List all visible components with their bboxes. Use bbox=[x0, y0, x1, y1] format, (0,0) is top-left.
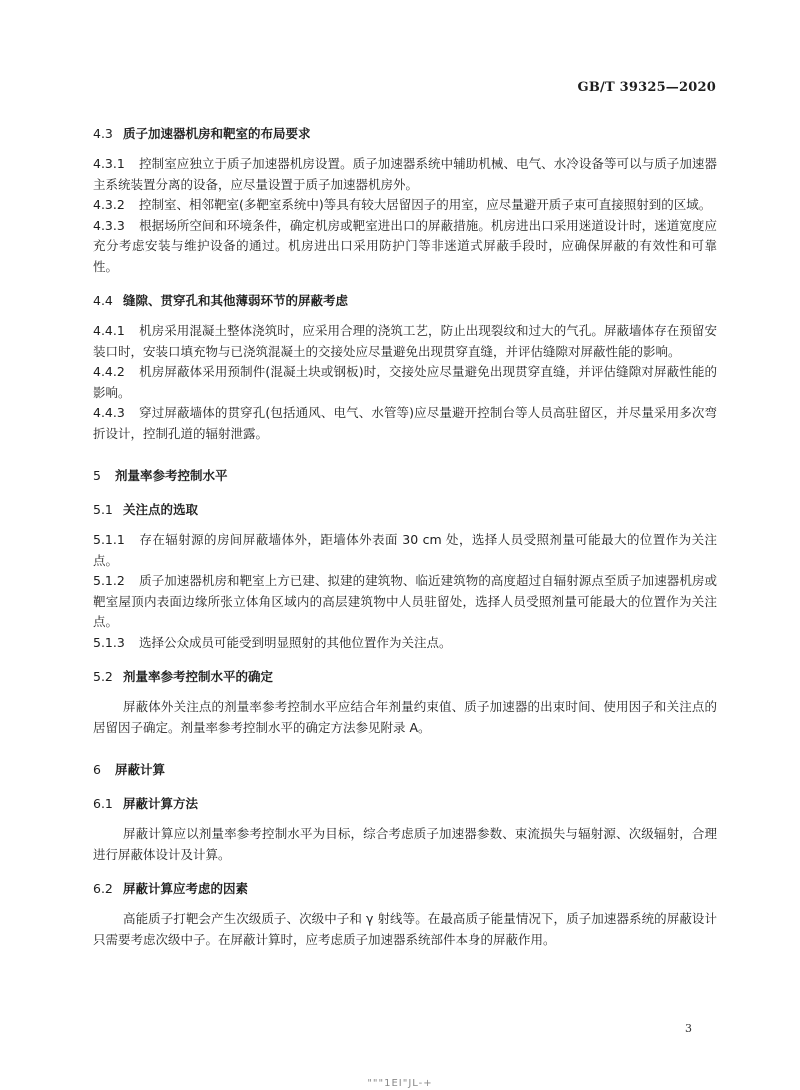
heading-text: 缝隙、贯穿孔和其他薄弱环节的屏蔽考虑 bbox=[123, 293, 349, 308]
section-heading-6-2 bbox=[93, 879, 717, 899]
clause-text: 选择公众成员可能受到明显照射的其他位置作为关注点。 bbox=[139, 634, 452, 650]
clause-number: 4.4.3 bbox=[93, 405, 125, 420]
heading-number: 5 bbox=[93, 468, 101, 483]
clause-text: 根据场所空间和环境条件，确定机房或靶室进出口的屏蔽措施。机房进出口采用迷道设计时，迷道宽度应充分考虑安装与维护设备的通过。机房进出口采用防护门等非迷道式屏蔽手段时，应确保屏蔽的有效性和可靠性。 bbox=[93, 217, 717, 274]
clause-number: 5.1.1 bbox=[93, 532, 125, 547]
heading-number: 4.3 bbox=[93, 126, 113, 141]
heading-number: 6.1 bbox=[93, 796, 113, 811]
footer-watermark: """1EI"JL-+ bbox=[367, 1078, 433, 1089]
clause-text: 控制室应独立于质子加速器机房设置。质子加速器系统中辅助机械、电气、水冷设备等可以与质子加速器主系统装置分离的设备，应尽量设置于质子加速器机房外。 bbox=[93, 156, 717, 192]
heading-text: 剂量率参考控制水平的确定 bbox=[123, 669, 274, 684]
heading-number: 6.2 bbox=[93, 881, 113, 896]
standard-number: GB/T 39325—2020 bbox=[577, 80, 716, 95]
clause-4-4-3 bbox=[93, 403, 717, 444]
clause-number: 4.3.2 bbox=[93, 197, 125, 212]
heading-number: 5.1 bbox=[93, 502, 113, 517]
heading-text: 屏蔽计算应考虑的因素 bbox=[123, 881, 249, 896]
clause-text: 机房屏蔽体采用预制件(混凝土块或钢板)时，交接处应尽量避免出现贯穿直缝，并评估缝隙对屏蔽性能的影响。 bbox=[93, 364, 717, 400]
clause-text: 机房采用混凝土整体浇筑时，应采用合理的浇筑工艺，防止出现裂纹和过大的气孔。屏蔽墙体存在预留安装口时，安装口填充物与已浇筑混凝土的交接处应尽量避免出现贯穿直缝，并评估缝隙对屏蔽性能的影响。 bbox=[93, 323, 717, 359]
heading-text: 关注点的选取 bbox=[123, 502, 199, 517]
heading-text: 屏蔽计算方法 bbox=[123, 796, 199, 811]
chapter-heading-5 bbox=[93, 466, 717, 486]
clause-text: 质子加速器机房和靶室上方已建、拟建的建筑物、临近建筑物的高度超过自辐射源点至质子加速器机房或靶室屋顶内表面边缘所张立体角区域内的高层建筑物中人员驻留处，选择人员受照剂量可能最大的位置作为关注点。 bbox=[93, 573, 717, 629]
section-heading-5-2 bbox=[93, 667, 717, 687]
clause-4-3-1 bbox=[93, 154, 717, 195]
clause-text: 穿过屏蔽墙体的贯穿孔(包括通风、电气、水管等)应尽量避开控制台等人员高驻留区，并尽量采用多次弯折设计，控制孔道的辐射泄露。 bbox=[93, 405, 717, 441]
clause-number: 5.1.2 bbox=[93, 573, 125, 588]
section-heading-5-1 bbox=[93, 500, 717, 520]
heading-text: 剂量率参考控制水平 bbox=[115, 468, 228, 483]
clause-4-3-3 bbox=[93, 216, 717, 278]
paragraph-6-2: 高能质子打靶会产生次级质子、次级中子和 γ 射线等。在最高质子能量情况下，质子加速器系统的屏蔽设计只需要考虑次级中子。在屏蔽计算时，应考虑质子加速器系统部件本身的屏蔽作用。 bbox=[93, 911, 717, 947]
heading-number: 5.2 bbox=[93, 669, 113, 684]
clause-number: 5.1.3 bbox=[93, 634, 125, 650]
clause-4-4-2 bbox=[93, 362, 717, 403]
heading-text: 质子加速器机房和靶室的布局要求 bbox=[123, 126, 311, 141]
section-heading-4-3 bbox=[93, 124, 717, 144]
page-content bbox=[93, 124, 717, 950]
heading-text: 屏蔽计算 bbox=[115, 762, 166, 777]
clause-number: 4.3.1 bbox=[93, 156, 125, 171]
clause-number: 4.4.2 bbox=[93, 364, 125, 379]
clause-text: 存在辐射源的房间屏蔽墙体外，距墙体外表面 30 cm 处，选择人员受照剂量可能最大的位置作为关注点。 bbox=[93, 532, 717, 568]
clause-number: 4.4.1 bbox=[93, 323, 125, 338]
clause-text: 控制室、相邻靶室(多靶室系统中)等具有较大居留因子的用室，应尽量避开质子束可直接照射到的区域。 bbox=[139, 197, 712, 212]
clause-4-3-2 bbox=[93, 195, 717, 216]
section-heading-6-1 bbox=[93, 794, 717, 814]
heading-number: 4.4 bbox=[93, 293, 113, 308]
chapter-heading-6 bbox=[93, 760, 717, 780]
clause-number: 4.3.3 bbox=[93, 217, 125, 233]
section-heading-4-4 bbox=[93, 291, 717, 311]
clause-5-1-2 bbox=[93, 571, 717, 633]
heading-number: 6 bbox=[93, 762, 101, 777]
clause-5-1-1 bbox=[93, 530, 717, 571]
paragraph-5-2: 屏蔽体外关注点的剂量率参考控制水平应结合年剂量约束值、质子加速器的出束时间、使用因子和关注点的居留因子确定。剂量率参考控制水平的确定方法参见附录 A。 bbox=[93, 699, 717, 735]
clause-4-4-1 bbox=[93, 321, 717, 362]
paragraph-6-1: 屏蔽计算应以剂量率参考控制水平为目标，综合考虑质子加速器参数、束流损失与辐射源、次级辐射，合理进行屏蔽体设计及计算。 bbox=[93, 826, 717, 862]
clause-5-1-3 bbox=[93, 633, 717, 654]
page-number: 3 bbox=[685, 1022, 692, 1035]
